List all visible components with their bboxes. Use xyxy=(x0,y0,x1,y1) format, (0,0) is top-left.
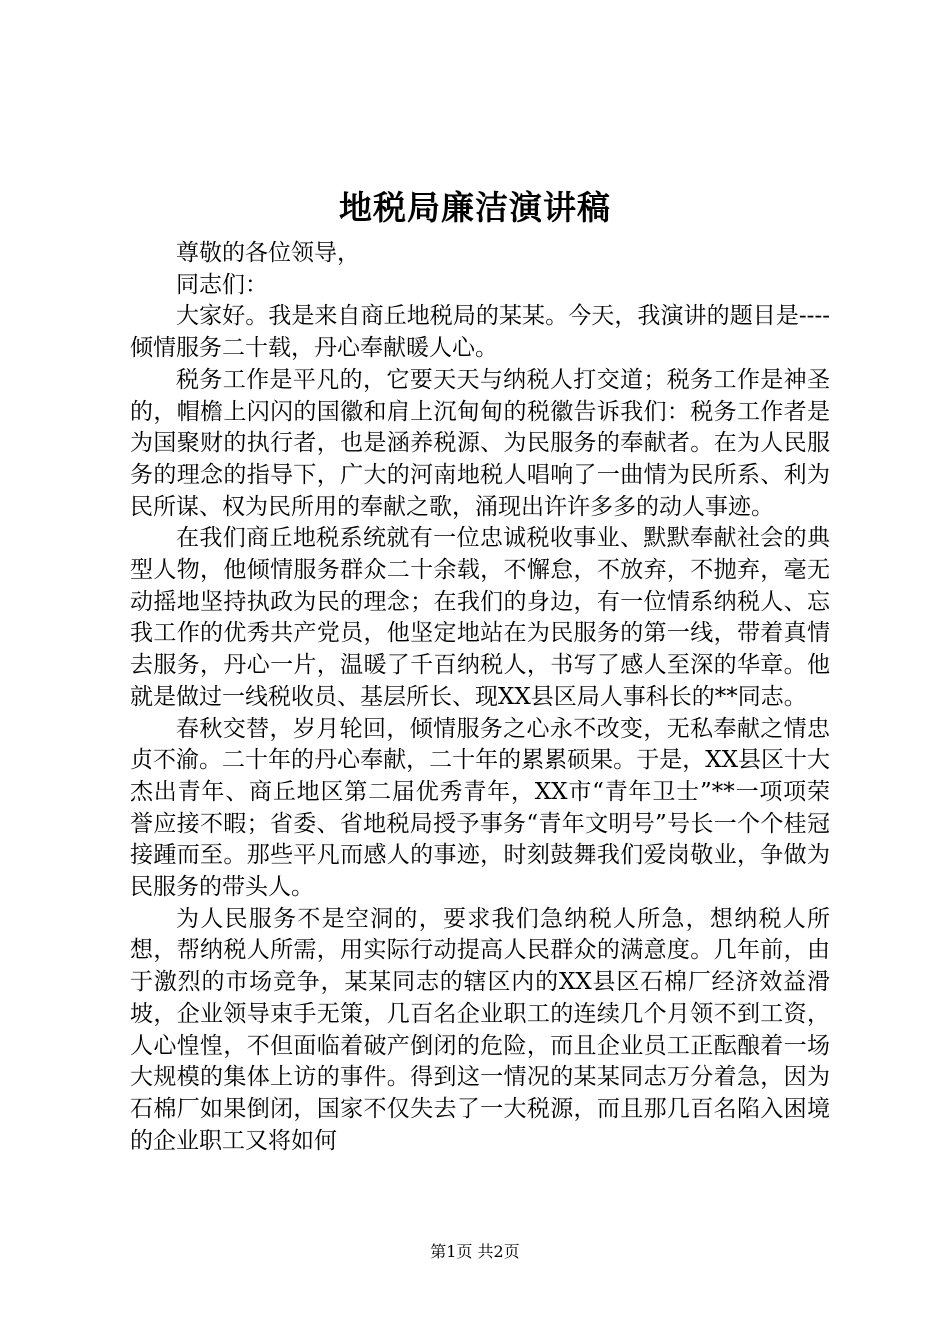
body-paragraph: 税务工作是平凡的，它要天天与纳税人打交道；税务工作是神圣的，帽檐上闪闪的国徽和肩上沉甸甸的税徽告诉我们：税务工作者是为国聚财的执行者，也是涵养税源、为民服务的奉献者。在为人民服务的理念的指导下，广大的河南地税人唱响了一曲情为民所系、利为民所谋、权为民所用的奉献之歌，涌现出许许多多的动人事迹。 xyxy=(130,366,830,520)
document-body xyxy=(130,238,830,1157)
greeting-line: 同志们： xyxy=(176,271,268,298)
page-number-footer: 第1页 共2页 xyxy=(430,1242,520,1261)
body-paragraph: 为人民服务不是空洞的，要求我们急纳税人所急，想纳税人所想，帮纳税人所需，用实际行动提高人民群众的满意度。几年前，由于激烈的市场竞争，某某同志的辖区内的XX县区石棉厂经济效益滑坡，企业领导束手无策，几百名企业职工的连续几个月领不到工资，人心惶惶，不但面临着破产倒闭的危险，而且企业员工正酝酿着一场大规模的集体上访的事件。得到这一情况的某某同志万分着急，因为石棉厂如果倒闭，国家不仅失去了一大税源，而且那几百名陷入困境的企业职工又将如何 xyxy=(130,905,830,1154)
body-paragraph: 春秋交替，岁月轮回，倾情服务之心永不改变，无私奉献之情忠贞不渝。二十年的丹心奉献，二十年的累累硕果。于是，XX县区十大杰出青年、商丘地区第二届优秀青年，XX市“青年卫士”**一项项荣誉应接不暇；省委、省地税局授予事务“青年文明号”号长一个个桂冠接踵而至。那些平凡而感人的事迹，时刻鼓舞我们爱岗敬业，争做为民服务的带头人。 xyxy=(130,715,830,901)
body-paragraph: 在我们商丘地税系统就有一位忠诚税收事业、默默奉献社会的典型人物，他倾情服务群众二十余载，不懈怠，不放弃，不抛弃，毫无动摇地坚持执政为民的理念；在我们的身边，有一位情系纳税人、忘我工作的优秀共产党员，他坚定地站在为民服务的第一线，带着真情去服务，丹心一片，温暖了千百纳税人，书写了感人至深的华章。他就是做过一线税收员、基层所长、现XX县区局人事科长的**同志。 xyxy=(130,525,830,710)
document-title: 地税局廉洁演讲稿 xyxy=(339,188,611,227)
greeting-line: 尊敬的各位领导， xyxy=(176,240,360,266)
body-paragraph: 大家好。我是来自商丘地税局的某某。今天，我演讲的题目是----倾情服务二十载，丹心奉献暖人心。 xyxy=(130,303,830,362)
